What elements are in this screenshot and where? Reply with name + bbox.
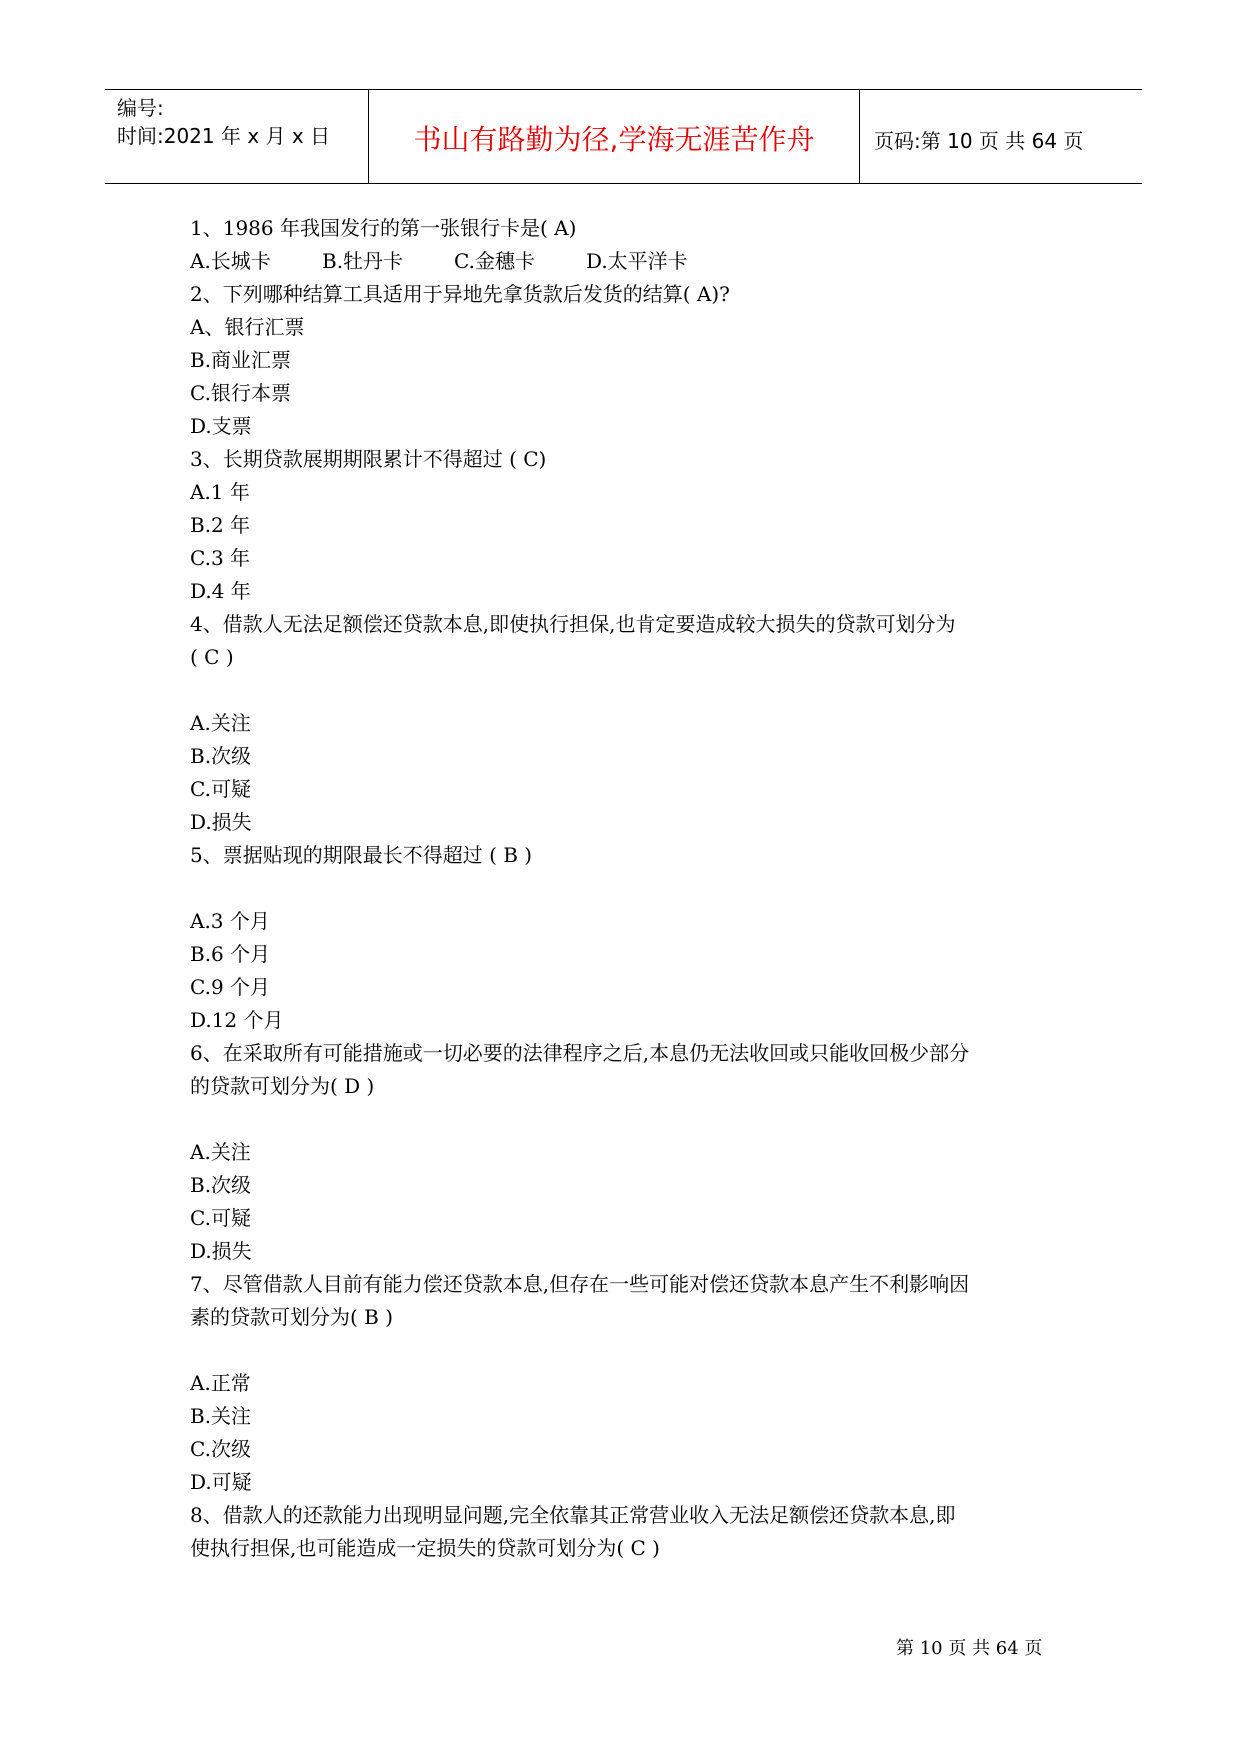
header-page-info: 页码:第 10 页 共 64 页 (874, 129, 1084, 153)
question-text-cont: ( C ) (190, 645, 234, 669)
document-header (105, 89, 1142, 184)
inline-options (190, 245, 1070, 278)
spacer (190, 872, 1070, 905)
question-4 (190, 608, 1070, 839)
question-text: 7、尽管借款人目前有能力偿还贷款本息,但存在一些可能对偿还贷款本息产生不利影响因 (190, 1272, 970, 1296)
option-c: C.可疑 (190, 1206, 251, 1230)
page-footer: 第 10 页 共 64 页 (896, 1638, 1043, 1659)
option-a: A.关注 (190, 1140, 251, 1164)
option-a: A.3 个月 (190, 909, 270, 933)
question-text: 8、借款人的还款能力出现明显问题,完全依靠其正常营业收入无法足额偿还贷款本息,即 (190, 1503, 956, 1527)
option-b: B.关注 (190, 1404, 252, 1428)
option-b: B.6 个月 (190, 942, 271, 966)
option-c: C.3 年 (190, 546, 251, 570)
question-8 (190, 1499, 1070, 1565)
option-b: B.2 年 (190, 513, 251, 537)
header-motto-cell (368, 90, 860, 183)
question-1 (190, 212, 1070, 278)
option-c: C.9 个月 (190, 975, 271, 999)
option-d: D.损失 (190, 810, 252, 834)
option-c: C.金穗卡 (454, 249, 535, 273)
option-a: A.正常 (190, 1371, 251, 1395)
question-list (190, 212, 1070, 1565)
motto-text: 书山有路勤为径,学海无涯苦作舟 (413, 123, 815, 156)
question-text-cont: 使执行担保,也可能造成一定损失的贷款可划分为( C ) (190, 1536, 660, 1560)
option-d: D.4 年 (190, 579, 251, 603)
option-d: D.支票 (190, 414, 252, 438)
question-text: 1、1986 年我国发行的第一张银行卡是( A) (190, 216, 577, 240)
option-b: B.牡丹卡 (322, 249, 404, 273)
option-a: A、银行汇票 (190, 315, 305, 339)
option-b: B.商业汇票 (190, 348, 292, 372)
spacer (190, 1334, 1070, 1367)
option-d: D.可疑 (190, 1470, 252, 1494)
spacer (190, 674, 1070, 707)
question-text: 6、在采取所有可能措施或一切必要的法律程序之后,本息仍无法收回或只能收回极少部分 (190, 1041, 970, 1065)
header-page-cell (860, 90, 1142, 183)
spacer (190, 1103, 1070, 1136)
option-d: D.12 个月 (190, 1008, 284, 1032)
option-d: D.太平洋卡 (586, 249, 688, 273)
option-a: A.长城卡 (190, 249, 271, 273)
question-text-cont: 的贷款可划分为( D ) (190, 1074, 375, 1098)
question-3 (190, 443, 1070, 608)
option-c: C.次级 (190, 1437, 251, 1461)
option-b: B.次级 (190, 1173, 252, 1197)
question-5 (190, 839, 1070, 1037)
option-a: A.关注 (190, 711, 251, 735)
document-time-label: 时间:2021 年 x 月 x 日 (117, 124, 331, 148)
question-2 (190, 278, 1070, 443)
option-b: B.次级 (190, 744, 252, 768)
question-7 (190, 1268, 1070, 1499)
question-text: 5、票据贴现的期限最长不得超过 ( B ) (190, 843, 533, 867)
question-text: 4、借款人无法足额偿还贷款本息,即使执行担保,也肯定要造成较大损失的贷款可划分为 (190, 612, 956, 636)
option-c: C.可疑 (190, 777, 251, 801)
question-text-cont: 素的贷款可划分为( B ) (190, 1305, 394, 1329)
option-a: A.1 年 (190, 480, 250, 504)
option-c: C.银行本票 (190, 381, 291, 405)
question-text: 3、长期贷款展期期限累计不得超过 ( C) (190, 447, 547, 471)
question-6 (190, 1037, 1070, 1268)
document-number-label: 编号: (117, 96, 164, 120)
header-meta-cell (105, 90, 368, 183)
option-d: D.损失 (190, 1239, 252, 1263)
question-text: 2、下列哪种结算工具适用于异地先拿货款后发货的结算( A)? (190, 282, 730, 306)
